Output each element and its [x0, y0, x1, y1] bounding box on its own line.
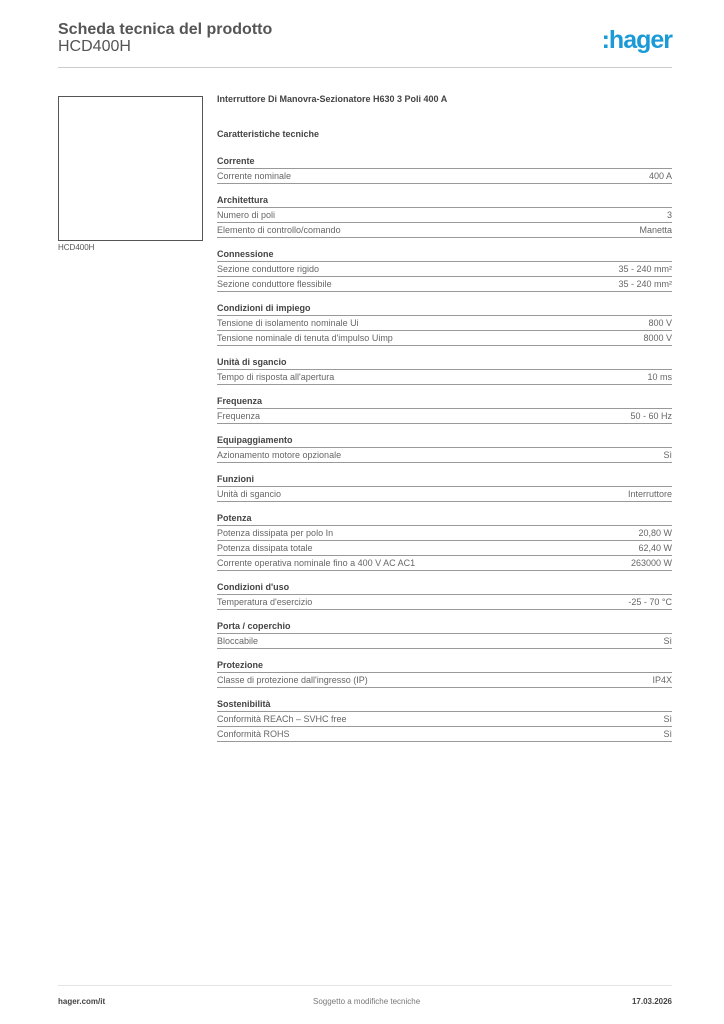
spec-label: Tensione di isolamento nominale Ui: [217, 318, 359, 328]
footer-divider: [58, 985, 672, 986]
spec-value: 400 A: [648, 171, 672, 181]
spec-value: Sì: [663, 636, 672, 646]
spec-row: [217, 673, 672, 688]
spec-row: [217, 541, 672, 556]
spec-row: [217, 526, 672, 541]
section-heading: Potenza: [217, 511, 672, 526]
spec-section: [217, 433, 672, 463]
spec-label: Classe di protezione dall'ingresso (IP): [217, 675, 368, 685]
spec-sections: [217, 154, 672, 742]
spec-label: Sezione conduttore rigido: [217, 264, 320, 274]
spec-label: Numero di poli: [217, 210, 276, 220]
section-heading: Architettura: [217, 193, 672, 208]
spec-section: [217, 511, 672, 571]
spec-label: Sezione conduttore flessibile: [217, 279, 332, 289]
section-heading: Condizioni di impiego: [217, 301, 672, 316]
header-divider: [58, 67, 672, 68]
spec-section: [217, 697, 672, 742]
footer-date: 17.03.2026: [631, 997, 672, 1006]
spec-content: [217, 92, 672, 751]
hager-logo: :hager: [601, 26, 672, 54]
spec-label: Corrente operativa nominale fino a 400 V AC AC1: [217, 558, 416, 568]
spec-section: [217, 619, 672, 649]
spec-section: [217, 355, 672, 385]
product-image: [58, 96, 203, 241]
section-heading: Frequenza: [217, 394, 672, 409]
spec-value: Manetta: [639, 225, 672, 235]
spec-value: 10 ms: [647, 372, 672, 382]
spec-section: [217, 394, 672, 424]
spec-section: [217, 301, 672, 346]
spec-value: 35 - 240 mm²: [618, 279, 672, 289]
spec-label: Corrente nominale: [217, 171, 292, 181]
section-heading: Protezione: [217, 658, 672, 673]
spec-label: Elemento di controllo/comando: [217, 225, 341, 235]
spec-label: Conformità REACh – SVHC free: [217, 714, 347, 724]
spec-row: [217, 634, 672, 649]
spec-label: Frequenza: [217, 411, 261, 421]
spec-label: Unità di sgancio: [217, 489, 282, 499]
spec-row: [217, 316, 672, 331]
spec-value: 3: [666, 210, 672, 220]
spec-row: [217, 727, 672, 742]
spec-section: [217, 658, 672, 688]
spec-value: 263000 W: [630, 558, 672, 568]
spec-section: [217, 580, 672, 610]
spec-value: Interruttore: [627, 489, 672, 499]
spec-value: Sì: [663, 729, 672, 739]
spec-row: [217, 595, 672, 610]
spec-value: IP4X: [652, 675, 672, 685]
spec-section: [217, 154, 672, 184]
spec-row: [217, 370, 672, 385]
spec-section: [217, 472, 672, 502]
section-heading: Porta / coperchio: [217, 619, 672, 634]
spec-section: [217, 247, 672, 292]
spec-label: Tempo di risposta all'apertura: [217, 372, 335, 382]
footer-note: Soggetto a modifiche tecniche: [313, 997, 421, 1006]
spec-value: Sì: [663, 450, 672, 460]
product-code: HCD400H: [58, 38, 131, 55]
spec-row: [217, 487, 672, 502]
spec-value: -25 - 70 °C: [628, 597, 672, 607]
spec-label: Temperatura d'esercizio: [217, 597, 313, 607]
spec-row: [217, 208, 672, 223]
spec-section: [217, 193, 672, 238]
section-heading: Funzioni: [217, 472, 672, 487]
section-heading: Condizioni d'uso: [217, 580, 672, 595]
spec-label: Conformità ROHS: [217, 729, 290, 739]
section-heading: Corrente: [217, 154, 672, 169]
page-title: Scheda tecnica del prodotto: [58, 21, 273, 38]
spec-row: [217, 223, 672, 238]
spec-value: 800 V: [648, 318, 672, 328]
spec-value: 62,40 W: [638, 543, 672, 553]
product-name: Interruttore Di Manovra-Sezionatore H630 3 Poli 400 A: [217, 94, 448, 104]
spec-value: Sì: [663, 714, 672, 724]
section-heading: Sostenibilità: [217, 697, 672, 712]
section-heading: Unità di sgancio: [217, 355, 672, 370]
image-caption: HCD400H: [58, 243, 95, 252]
characteristics-title: Caratteristiche tecniche: [217, 129, 320, 139]
spec-label: Azionamento motore opzionale: [217, 450, 342, 460]
spec-value: 50 - 60 Hz: [630, 411, 672, 421]
section-heading: Equipaggiamento: [217, 433, 672, 448]
footer-website[interactable]: hager.com/it: [58, 997, 106, 1006]
spec-label: Potenza dissipata per polo In: [217, 528, 334, 538]
spec-row: [217, 262, 672, 277]
spec-label: Tensione nominale di tenuta d'impulso Uimp: [217, 333, 393, 343]
spec-row: [217, 712, 672, 727]
spec-value: 8000 V: [643, 333, 672, 343]
spec-row: [217, 169, 672, 184]
spec-label: Bloccabile: [217, 636, 259, 646]
spec-row: [217, 277, 672, 292]
spec-value: 20,80 W: [638, 528, 672, 538]
spec-label: Potenza dissipata totale: [217, 543, 313, 553]
spec-value: 35 - 240 mm²: [618, 264, 672, 274]
spec-row: [217, 448, 672, 463]
spec-row: [217, 331, 672, 346]
section-heading: Connessione: [217, 247, 672, 262]
spec-row: [217, 556, 672, 571]
spec-row: [217, 409, 672, 424]
